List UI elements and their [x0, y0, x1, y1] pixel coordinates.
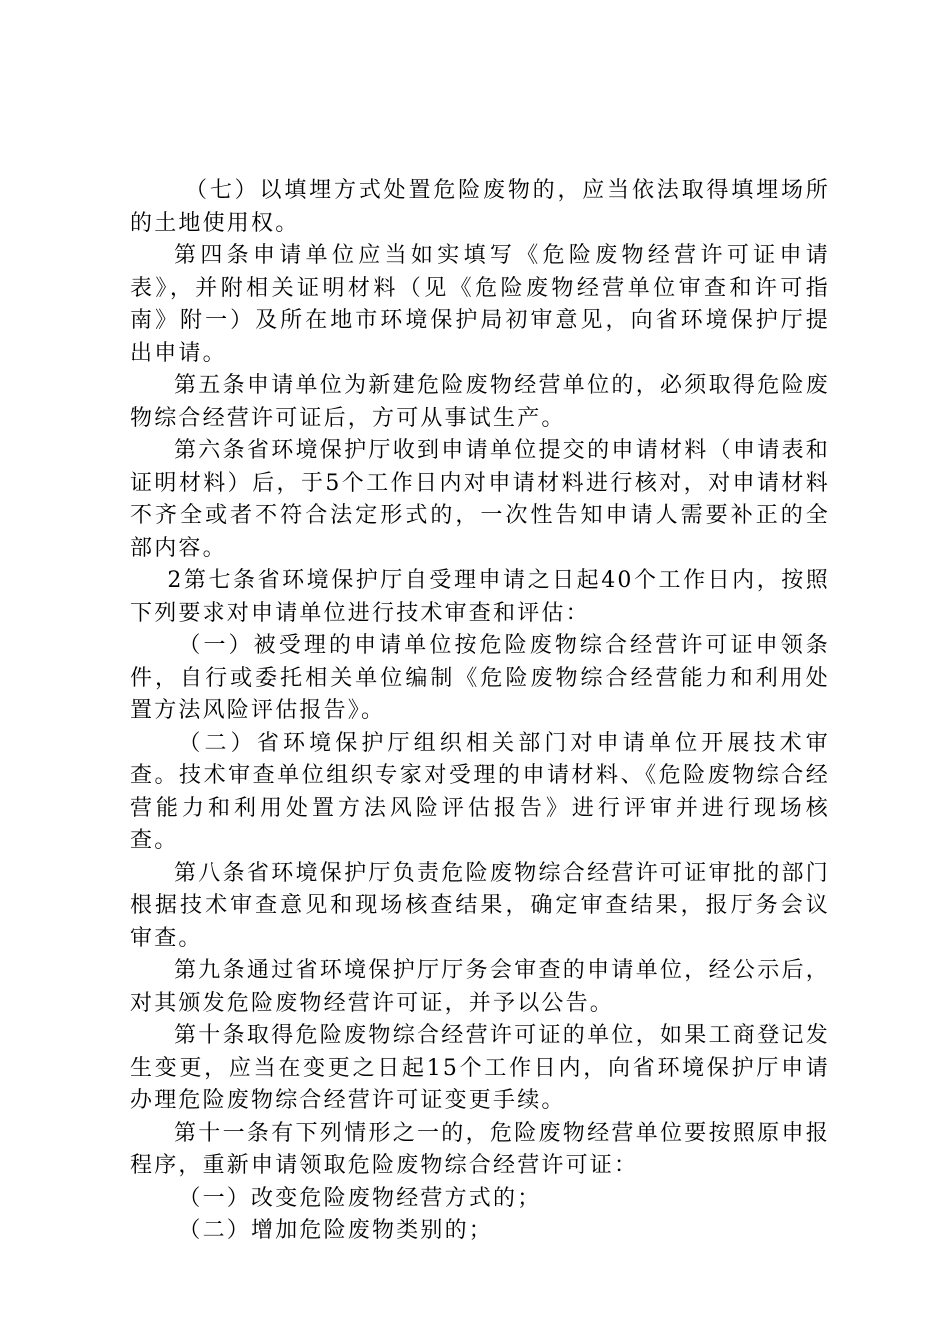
paragraph-article-11-item-1: （一）改变危险废物经营方式的；	[178, 1185, 542, 1211]
paragraph-article-6: 第六条省环境保护厅收到申请单位提交的申请材料（申请表和证明材料）后，于5个工作日内对申请材料进行核对，对申请材料不齐全或者不符合法定形式的，一次性告知申请人需要补正的全部内容。	[130, 438, 830, 561]
paragraph-article-11: 第十一条有下列情形之一的，危险废物经营单位要按照原申报程序，重新申请领取危险废物综合经营许可证：	[130, 1120, 830, 1178]
paragraph-article-11-item-2: （二）增加危险废物类别的；	[178, 1218, 493, 1243]
paragraph-article-4: 第四条申请单位应当如实填写《危险废物经营许可证申请表》，并附相关证明材料（见《危险废物经营单位审查和许可指南》附一）及所在地市环境保护局初审意见，向省环境保护厅提出申请。	[130, 243, 830, 366]
paragraph-item-7-landfill: （七）以填埋方式处置危险废物的，应当依法取得填埋场所的土地使用权。	[130, 178, 830, 236]
paragraph-article-7-item-2: （二）省环境保护厅组织相关部门对申请单位开展技术审查。技术审查单位组织专家对受理的申请材料、《危险废物综合经营能力和利用处置方法风险评估报告》进行评审并进行现场核查。	[130, 730, 830, 853]
paragraph-article-7-item-1: （一）被受理的申请单位按危险废物综合经营许可证申领条件，自行或委托相关单位编制《危险废物综合经营能力和利用处置方法风险评估报告》。	[130, 633, 830, 723]
paragraph-article-7: 2第七条省环境保护厅自受理申请之日起40个工作日内，按照下列要求对申请单位进行技术审查和评估：	[130, 568, 830, 626]
paragraph-article-8: 第八条省环境保护厅负责危险废物综合经营许可证审批的部门根据技术审查意见和现场核查结果，确定审查结果，报厅务会议审查。	[130, 860, 830, 951]
paragraph-article-10: 第十条取得危险废物综合经营许可证的单位，如果工商登记发生变更，应当在变更之日起15个工作日内，向省环境保护厅申请办理危险废物综合经营许可证变更手续。	[130, 1023, 830, 1113]
paragraph-article-5: 第五条申请单位为新建危险废物经营单位的，必须取得危险废物综合经营许可证后，方可从事试生产。	[130, 373, 830, 431]
paragraph-article-9: 第九条通过省环境保护厅厅务会审查的申请单位，经公示后，对其颁发危险废物经营许可证，并予以公告。	[130, 958, 830, 1016]
document-body	[130, 175, 830, 1248]
